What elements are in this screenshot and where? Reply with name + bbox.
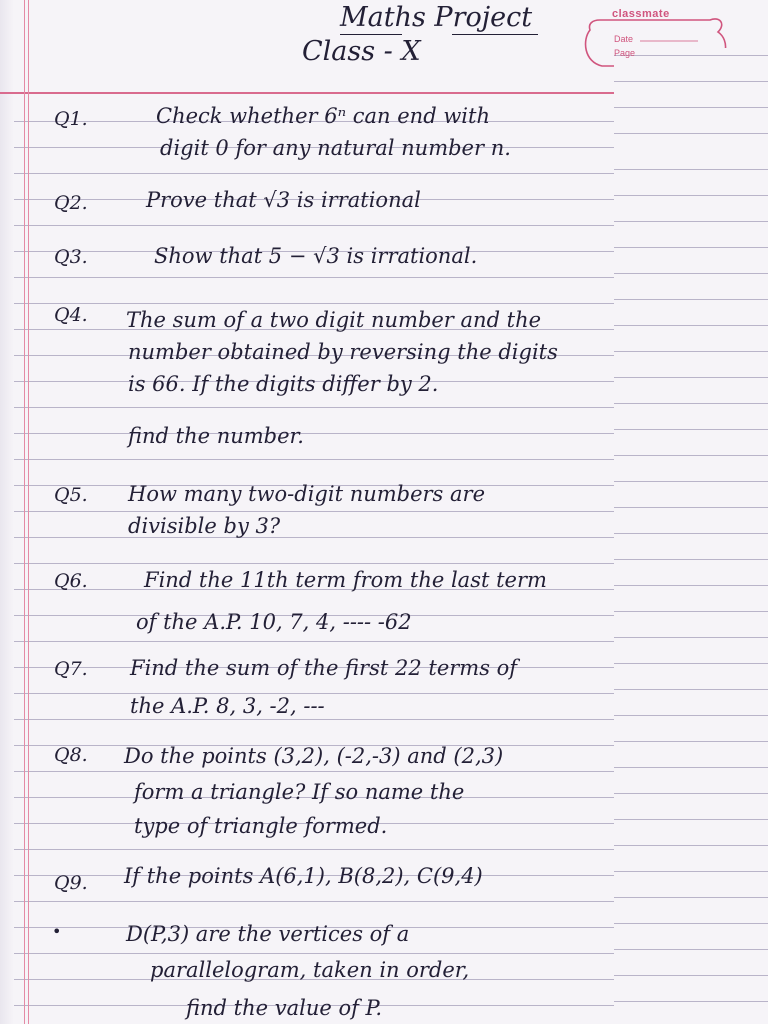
question-text-line: the A.P. 8, 3, -2, --- bbox=[130, 694, 325, 718]
question-text-line: How many two-digit numbers are bbox=[128, 482, 485, 506]
question-number: Q8. bbox=[54, 744, 88, 766]
question-text-line: Prove that √3 is irrational bbox=[146, 188, 421, 212]
project-title: Maths Project bbox=[340, 2, 533, 33]
question-number: Q9. bbox=[54, 872, 88, 894]
question-text-line: divisible by 3? bbox=[128, 514, 281, 538]
question-text-line: If the points A(6,1), B(8,2), C(9,4) bbox=[124, 864, 483, 888]
title-underline bbox=[340, 34, 402, 35]
question-number: Q3. bbox=[54, 246, 88, 268]
question-text-line: find the number. bbox=[128, 424, 304, 448]
question-number: Q2. bbox=[54, 192, 88, 214]
margin-line bbox=[28, 0, 29, 1024]
margin-line bbox=[24, 0, 25, 1024]
question-number: Q6. bbox=[54, 570, 88, 592]
page-binding-edge bbox=[0, 0, 14, 1024]
question-number: Q7. bbox=[54, 658, 88, 680]
question-text-line: of the A.P. 10, 7, 4, ---- -62 bbox=[136, 610, 412, 634]
question-number: Q4. bbox=[54, 304, 88, 326]
question-number: Q1. bbox=[54, 108, 88, 130]
date-field-label: Date bbox=[614, 34, 634, 44]
question-text-line: parallelogram, taken in order, bbox=[150, 958, 470, 982]
class-label: Class - X bbox=[302, 36, 421, 67]
question-text-line: find the value of P. bbox=[186, 996, 383, 1020]
question-text-line: The sum of a two digit number and the bbox=[126, 308, 542, 332]
question-text-line: Check whether 6ⁿ can end with bbox=[156, 104, 490, 128]
question-text-line: is 66. If the digits differ by 2. bbox=[128, 372, 439, 396]
question-text-line: Show that 5 − √3 is irrational. bbox=[154, 244, 478, 268]
question-text-line: Find the sum of the first 22 terms of bbox=[130, 656, 518, 680]
question-text-line: number obtained by reversing the digits bbox=[128, 340, 558, 364]
title-underline bbox=[452, 34, 538, 35]
question-text-line: form a triangle? If so name the bbox=[134, 780, 465, 804]
page-field-label: Page bbox=[614, 48, 768, 1024]
question-text-line: digit 0 for any natural number n. bbox=[160, 136, 511, 160]
question-text-line: type of triangle formed. bbox=[134, 814, 388, 838]
logo-brand: classmate bbox=[612, 8, 670, 20]
bullet-mark: • bbox=[52, 922, 62, 941]
question-text-line: Do the points (3,2), (-2,-3) and (2,3) bbox=[124, 744, 504, 768]
question-text-line: D(P,3) are the vertices of a bbox=[126, 922, 410, 946]
question-number: Q5. bbox=[54, 484, 88, 506]
question-text-line: Find the 11th term from the last term bbox=[144, 568, 547, 592]
